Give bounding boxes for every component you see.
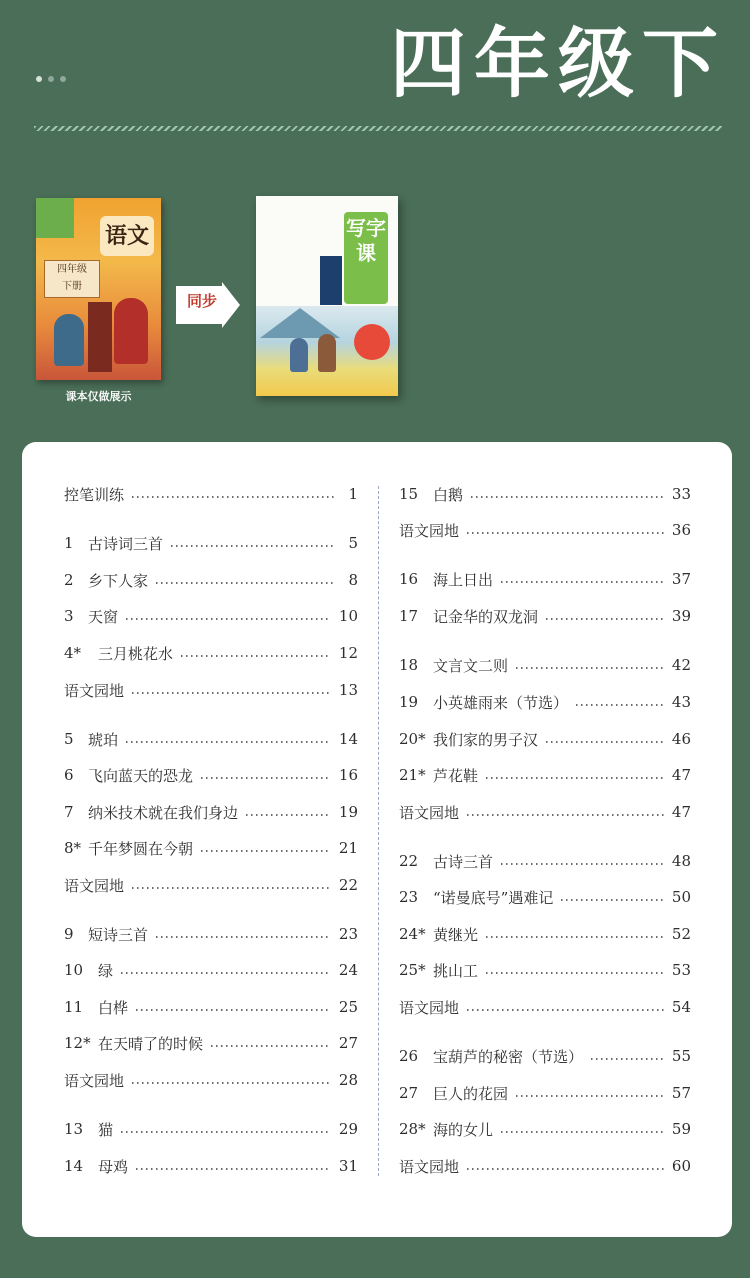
toc-entry	[399, 1117, 691, 1141]
toc-entry-title: 古诗词三首	[88, 534, 164, 553]
cover-illustration	[114, 298, 148, 364]
toc-entry-title: 小英雄雨来（节选）	[433, 693, 569, 712]
toc-entry-number: 12*	[64, 1034, 91, 1052]
dot-leader	[516, 1095, 664, 1097]
toc-entry-title: 文言文二则	[433, 656, 509, 675]
dot-leader	[486, 777, 664, 779]
toc-entry-title: 挑山工	[433, 961, 479, 980]
toc-entry-number: 18	[399, 656, 419, 674]
toc-entry-title: 语文园地	[64, 876, 125, 895]
toc-entry	[399, 1044, 691, 1068]
cover-illustration	[88, 302, 112, 372]
toc-entry-page: 28	[338, 1071, 358, 1089]
cover-illustration	[318, 334, 336, 372]
dot-leader	[121, 972, 331, 974]
toc-entry	[64, 678, 358, 702]
toc-entry-page: 25	[338, 998, 358, 1016]
dot-leader	[181, 655, 331, 657]
toc-entry-title: 我们家的男子汉	[433, 730, 539, 749]
toc-entry-page: 29	[338, 1120, 358, 1138]
toc-entry-number: 4*	[64, 644, 82, 662]
dot-leader	[501, 1131, 664, 1133]
toc-entry	[399, 849, 691, 873]
toc-entry-title: 母鸡	[98, 1157, 129, 1176]
toc-entry-number: 5	[64, 730, 74, 748]
toc-entry-number: 24*	[399, 925, 426, 943]
toc-entry-page: 59	[671, 1120, 691, 1138]
toc-entry-page: 5	[348, 534, 358, 552]
dot-leader	[156, 936, 331, 938]
toc-entry-title: 天窗	[88, 607, 119, 626]
cover-illustration	[54, 314, 84, 366]
toc-entry-number: 16	[399, 570, 419, 588]
dot-leader	[132, 496, 334, 498]
toc-entry	[399, 800, 691, 824]
dot-leader	[246, 814, 331, 816]
toc-entry	[399, 482, 691, 506]
toc-entry-title: 琥珀	[88, 730, 119, 749]
toc-entry	[399, 690, 691, 714]
toc-entry-title: 语文园地	[64, 681, 125, 700]
dot-leader	[546, 741, 664, 743]
dot-leader	[201, 777, 331, 779]
dot-leader	[121, 1131, 331, 1133]
toc-entry-title: 芦花鞋	[433, 766, 479, 785]
dot-leader	[201, 850, 331, 852]
toc-entry	[64, 1154, 358, 1178]
toc-entry-title: 乡下人家	[88, 571, 149, 590]
toc-entry	[64, 922, 358, 946]
dot-leader	[156, 582, 334, 584]
toc-entry-page: 12	[338, 644, 358, 662]
toc-entry-number: 14	[64, 1157, 84, 1175]
toc-entry-page: 46	[671, 730, 691, 748]
toc-entry-number: 19	[399, 693, 419, 711]
toc-entry-title: 白鹅	[433, 485, 464, 504]
workbook-cover	[256, 196, 398, 396]
dot-leader	[136, 1168, 331, 1170]
toc-entry-number: 13	[64, 1120, 84, 1138]
workbook-grade-block	[320, 256, 342, 305]
toc-entry-page: 8	[348, 571, 358, 589]
toc-entry-page: 42	[671, 656, 691, 674]
dot-leader	[132, 692, 331, 694]
toc-entry-number: 3	[64, 607, 74, 625]
column-divider	[378, 486, 379, 1176]
header	[0, 0, 750, 140]
toc-entry-page: 13	[338, 681, 358, 699]
toc-entry	[399, 518, 691, 542]
toc-entry-page: 50	[671, 888, 691, 906]
toc-entry-page: 55	[671, 1047, 691, 1065]
textbook-cover	[36, 198, 161, 380]
toc-entry-page: 19	[338, 803, 358, 821]
toc-entry-number: 25*	[399, 961, 426, 979]
dot-leader	[467, 1168, 664, 1170]
toc-entry	[64, 482, 358, 506]
toc-entry-page: 52	[671, 925, 691, 943]
toc-entry-number: 9	[64, 925, 74, 943]
toc-entry-number: 23	[399, 888, 419, 906]
dot-leader	[471, 496, 664, 498]
toc-entry-title: 海的女儿	[433, 1120, 494, 1139]
toc-entry-title: 语文园地	[64, 1071, 125, 1090]
toc-entry-number: 6	[64, 766, 74, 784]
toc-entry-page: 24	[338, 961, 358, 979]
toc-entry	[399, 922, 691, 946]
toc-entry-title: 语文园地	[399, 1157, 460, 1176]
dot-leader	[467, 532, 664, 534]
toc-entry	[399, 1081, 691, 1105]
toc-entry-title: 短诗三首	[88, 925, 149, 944]
toc-entry	[399, 763, 691, 787]
toc-entry-title: 绿	[98, 961, 114, 980]
toc-entry-number: 2	[64, 571, 74, 589]
toc-entry-page: 54	[671, 998, 691, 1016]
toc-entry-page: 23	[338, 925, 358, 943]
toc-entry	[64, 873, 358, 897]
toc-entry-page: 36	[671, 521, 691, 539]
toc-entry-number: 21*	[399, 766, 426, 784]
toc-entry-number: 27	[399, 1084, 419, 1102]
toc-entry-page: 60	[671, 1157, 691, 1175]
cover-badge	[354, 324, 390, 360]
toc-entry-title: 纳米技术就在我们身边	[88, 803, 239, 822]
dot-leader	[126, 741, 331, 743]
dot-leader	[501, 863, 664, 865]
toc-entry-page: 31	[338, 1157, 358, 1175]
toc-entry-page: 57	[671, 1084, 691, 1102]
toc-entry-page: 33	[671, 485, 691, 503]
toc-entry-page: 37	[671, 570, 691, 588]
toc-entry	[399, 653, 691, 677]
dot-leader	[467, 1009, 664, 1011]
dot-icon	[60, 76, 66, 82]
toc-entry	[64, 568, 358, 592]
toc-entry	[64, 531, 358, 555]
toc-entry	[399, 958, 691, 982]
cover-illustration	[290, 338, 308, 372]
dot-icon	[36, 76, 42, 82]
toc-entry-title: 语文园地	[399, 998, 460, 1017]
dot-leader	[486, 936, 664, 938]
toc-entry-number: 10	[64, 961, 84, 979]
toc-entry-number: 8*	[64, 839, 82, 857]
toc-entry	[399, 1154, 691, 1178]
dot-leader	[486, 972, 664, 974]
cover-decoration	[36, 198, 74, 238]
pagination-dots	[36, 76, 66, 82]
toc-entry-page: 48	[671, 852, 691, 870]
dot-leader	[576, 704, 664, 706]
toc-entry-title: 语文园地	[399, 521, 460, 540]
textbook-grade: 四年级	[57, 264, 87, 275]
textbook-volume: 下册	[62, 281, 82, 292]
textbook-title: 语文	[100, 216, 154, 256]
dot-leader	[136, 1009, 331, 1011]
toc-entry	[64, 1117, 358, 1141]
toc-entry-page: 21	[338, 839, 358, 857]
dot-leader	[132, 887, 331, 889]
toc-entry	[399, 567, 691, 591]
toc-entry	[399, 727, 691, 751]
toc-entry-title: “诺曼底号”遇难记	[433, 888, 554, 907]
toc-entry	[64, 1068, 358, 1092]
toc-entry-page: 43	[671, 693, 691, 711]
toc-entry	[64, 763, 358, 787]
toc-entry	[64, 641, 358, 665]
toc-entry-title: 古诗三首	[433, 852, 494, 871]
toc-entry-page: 39	[671, 607, 691, 625]
toc-entry-number: 28*	[399, 1120, 426, 1138]
toc-entry-title: 海上日出	[433, 570, 494, 589]
toc-entry-page: 27	[338, 1034, 358, 1052]
dot-leader	[516, 667, 664, 669]
dot-leader	[211, 1045, 331, 1047]
toc-entry-page: 22	[338, 876, 358, 894]
dot-icon	[48, 76, 54, 82]
toc-entry-page: 47	[671, 803, 691, 821]
sync-label: 同步	[186, 292, 217, 310]
toc-entry-title: 白桦	[98, 998, 129, 1017]
toc-entry	[399, 604, 691, 628]
dot-leader	[561, 899, 664, 901]
toc-entry	[64, 995, 358, 1019]
textbook-grade-plate	[44, 260, 100, 298]
dot-leader	[171, 545, 334, 547]
workbook-title: 写字课	[346, 216, 386, 265]
toc-entry	[399, 885, 691, 909]
toc-entry-page: 47	[671, 766, 691, 784]
toc-entry-title: 黄继光	[433, 925, 479, 944]
toc-entry-page: 16	[338, 766, 358, 784]
dot-leader	[126, 618, 331, 620]
toc-entry-number: 22	[399, 852, 419, 870]
toc-entry-page: 1	[348, 485, 358, 503]
toc-entry-title: 语文园地	[399, 803, 460, 822]
toc-entry-number: 7	[64, 803, 74, 821]
toc-entry-title: 控笔训练	[64, 485, 125, 504]
dot-leader	[467, 814, 664, 816]
toc-entry-page: 53	[671, 961, 691, 979]
toc-entry	[64, 958, 358, 982]
dot-leader	[546, 618, 664, 620]
toc-entry	[64, 800, 358, 824]
toc-entry-title: 记金华的双龙洞	[433, 607, 539, 626]
toc-entry-title: 巨人的花园	[433, 1084, 509, 1103]
textbook-caption: 课本仅做展示	[65, 390, 132, 403]
toc-entry-title: 三月桃花水	[98, 644, 174, 663]
toc-entry-number: 11	[64, 998, 84, 1016]
toc-entry-title: 猫	[98, 1120, 114, 1139]
page-title: 四年级下	[390, 19, 726, 108]
dot-leader	[591, 1058, 664, 1060]
toc-entry-number: 15	[399, 485, 419, 503]
toc-entry	[64, 1031, 358, 1055]
toc-entry	[399, 995, 691, 1019]
toc-entry	[64, 836, 358, 860]
toc-entry-number: 1	[64, 534, 74, 552]
toc-entry-title: 千年梦圆在今朝	[88, 839, 194, 858]
toc-entry-page: 14	[338, 730, 358, 748]
toc-entry-number: 26	[399, 1047, 419, 1065]
toc-entry-page: 10	[338, 607, 358, 625]
toc-entry-title: 宝葫芦的秘密（节选）	[433, 1047, 584, 1066]
toc-entry	[64, 727, 358, 751]
toc-entry-number: 17	[399, 607, 419, 625]
toc-entry-title: 飞向蓝天的恐龙	[88, 766, 194, 785]
dot-leader	[501, 581, 664, 583]
toc-entry	[64, 604, 358, 628]
dot-leader	[132, 1082, 331, 1084]
toc-entry-title: 在天晴了的时候	[98, 1034, 204, 1053]
toc-entry-number: 20*	[399, 730, 426, 748]
divider	[34, 126, 722, 131]
